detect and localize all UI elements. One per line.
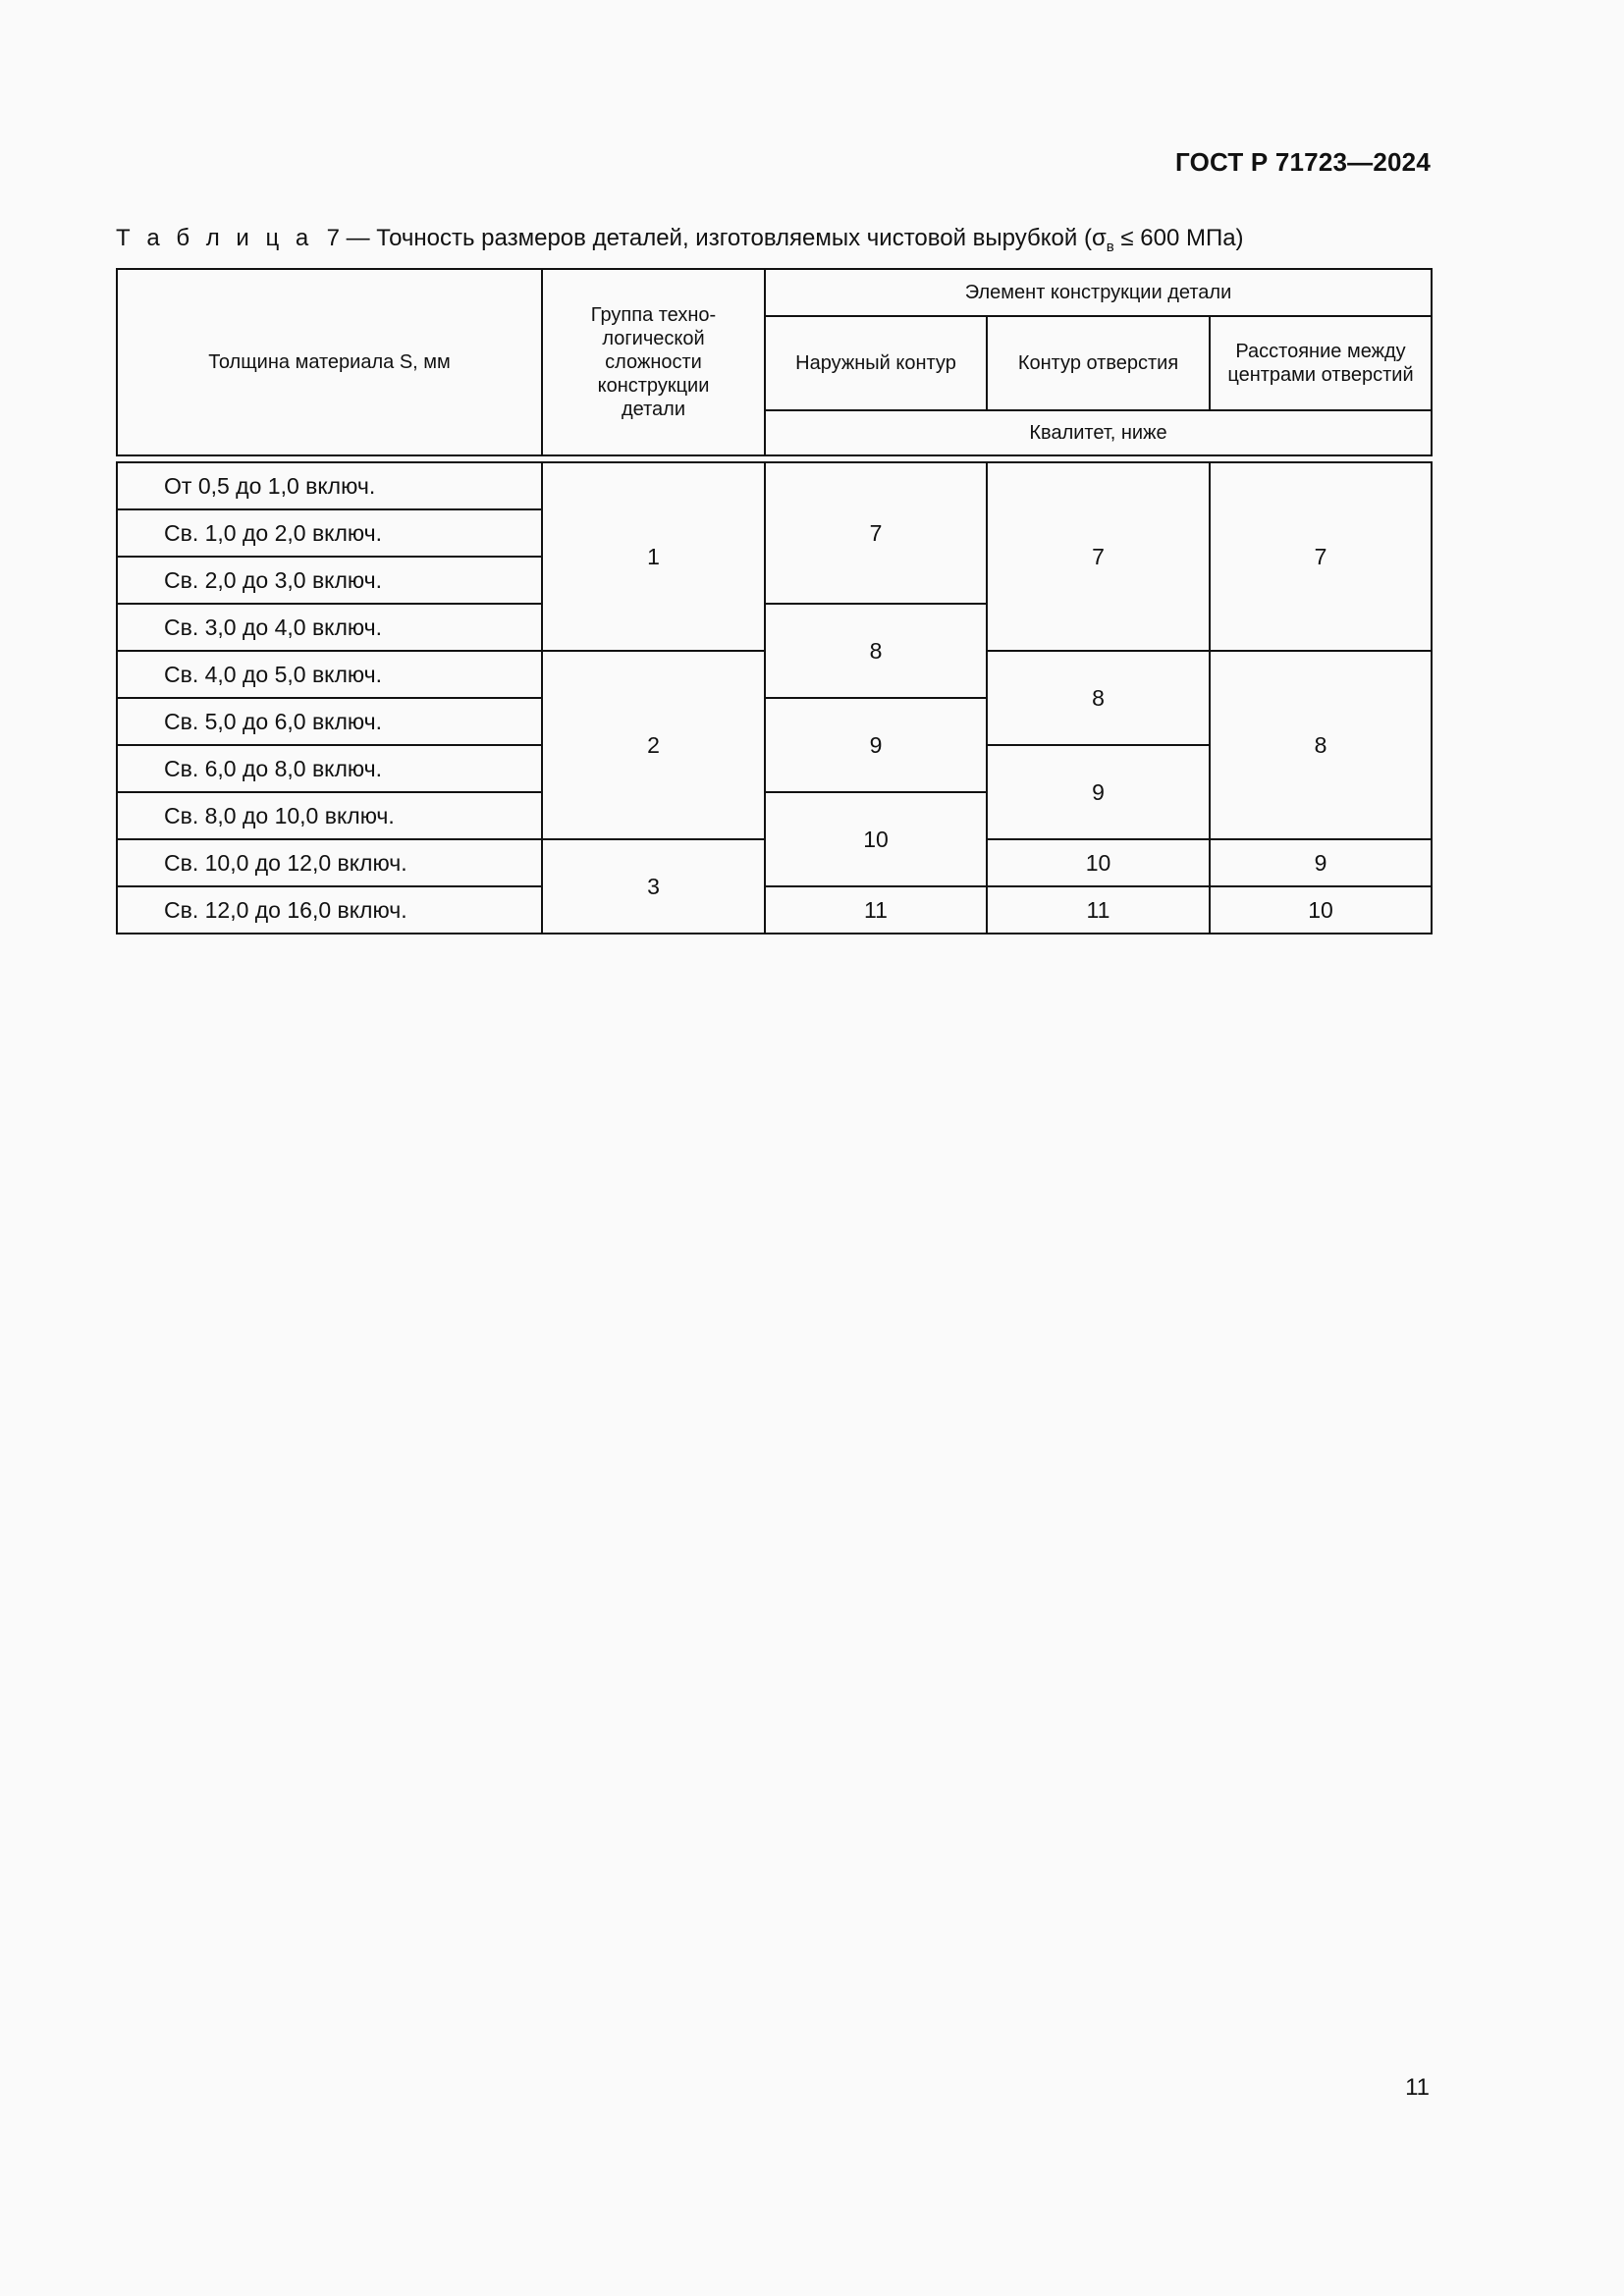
header-row: [117, 269, 1432, 316]
header-thickness: Толщина материала S, мм: [117, 269, 542, 455]
outer-cell: 8: [765, 604, 987, 698]
header-distance: [1210, 316, 1432, 410]
header-element: Элемент конструкции детали: [765, 269, 1432, 316]
page-number: 11: [1405, 2074, 1430, 2101]
caption-subscript: в: [1106, 238, 1114, 255]
thickness-cell: Св. 2,0 до 3,0 включ.: [117, 557, 542, 604]
thickness-cell: Св. 12,0 до 16,0 включ.: [117, 886, 542, 934]
group-cell: 2: [542, 651, 765, 839]
hole-cell: 9: [987, 745, 1210, 839]
caption-number: 7: [326, 225, 340, 251]
thickness-cell: Св. 3,0 до 4,0 включ.: [117, 604, 542, 651]
thickness-cell: Св. 1,0 до 2,0 включ.: [117, 509, 542, 557]
header-group-text: Группа техно-логической сложности конструкции детали: [590, 304, 717, 420]
table-row: [117, 462, 1432, 509]
header-distance-text: Расстояние между центрами отверстий: [1227, 341, 1414, 386]
hole-cell: 10: [987, 839, 1210, 886]
header-separator: [117, 455, 1432, 462]
distance-cell: 8: [1210, 651, 1432, 839]
accuracy-table: [116, 268, 1433, 934]
outer-cell: 11: [765, 886, 987, 934]
thickness-cell: От 0,5 до 1,0 включ.: [117, 462, 542, 509]
group-cell: 1: [542, 462, 765, 651]
distance-cell: 7: [1210, 462, 1432, 651]
header-outer: Наружный контур: [765, 316, 987, 410]
table-row: [117, 886, 1432, 934]
hole-cell: 8: [987, 651, 1210, 745]
header-grade: Квалитет, ниже: [765, 410, 1432, 455]
header-hole: Контур отверстия: [987, 316, 1210, 410]
thickness-cell: Св. 5,0 до 6,0 включ.: [117, 698, 542, 745]
header-group: [542, 269, 765, 455]
hole-cell: 11: [987, 886, 1210, 934]
thickness-cell: Св. 10,0 до 12,0 включ.: [117, 839, 542, 886]
outer-cell: 7: [765, 462, 987, 604]
table-caption: [116, 225, 1244, 255]
thickness-cell: Св. 8,0 до 10,0 включ.: [117, 792, 542, 839]
hole-cell: 7: [987, 462, 1210, 651]
separator-cell: [117, 455, 1432, 462]
caption-suffix: ≤ 600 МПа): [1113, 225, 1244, 251]
group-cell: 3: [542, 839, 765, 934]
thickness-cell: Св. 6,0 до 8,0 включ.: [117, 745, 542, 792]
distance-cell: 10: [1210, 886, 1432, 934]
document-code: ГОСТ Р 71723—2024: [1175, 147, 1431, 177]
caption-label: Т а б л и ц а: [116, 225, 314, 251]
caption-text: — Точность размеров деталей, изготовляемых чистовой вырубкой (σ: [339, 225, 1107, 251]
outer-cell: 10: [765, 792, 987, 886]
outer-cell: 9: [765, 698, 987, 792]
distance-cell: 9: [1210, 839, 1432, 886]
thickness-cell: Св. 4,0 до 5,0 включ.: [117, 651, 542, 698]
